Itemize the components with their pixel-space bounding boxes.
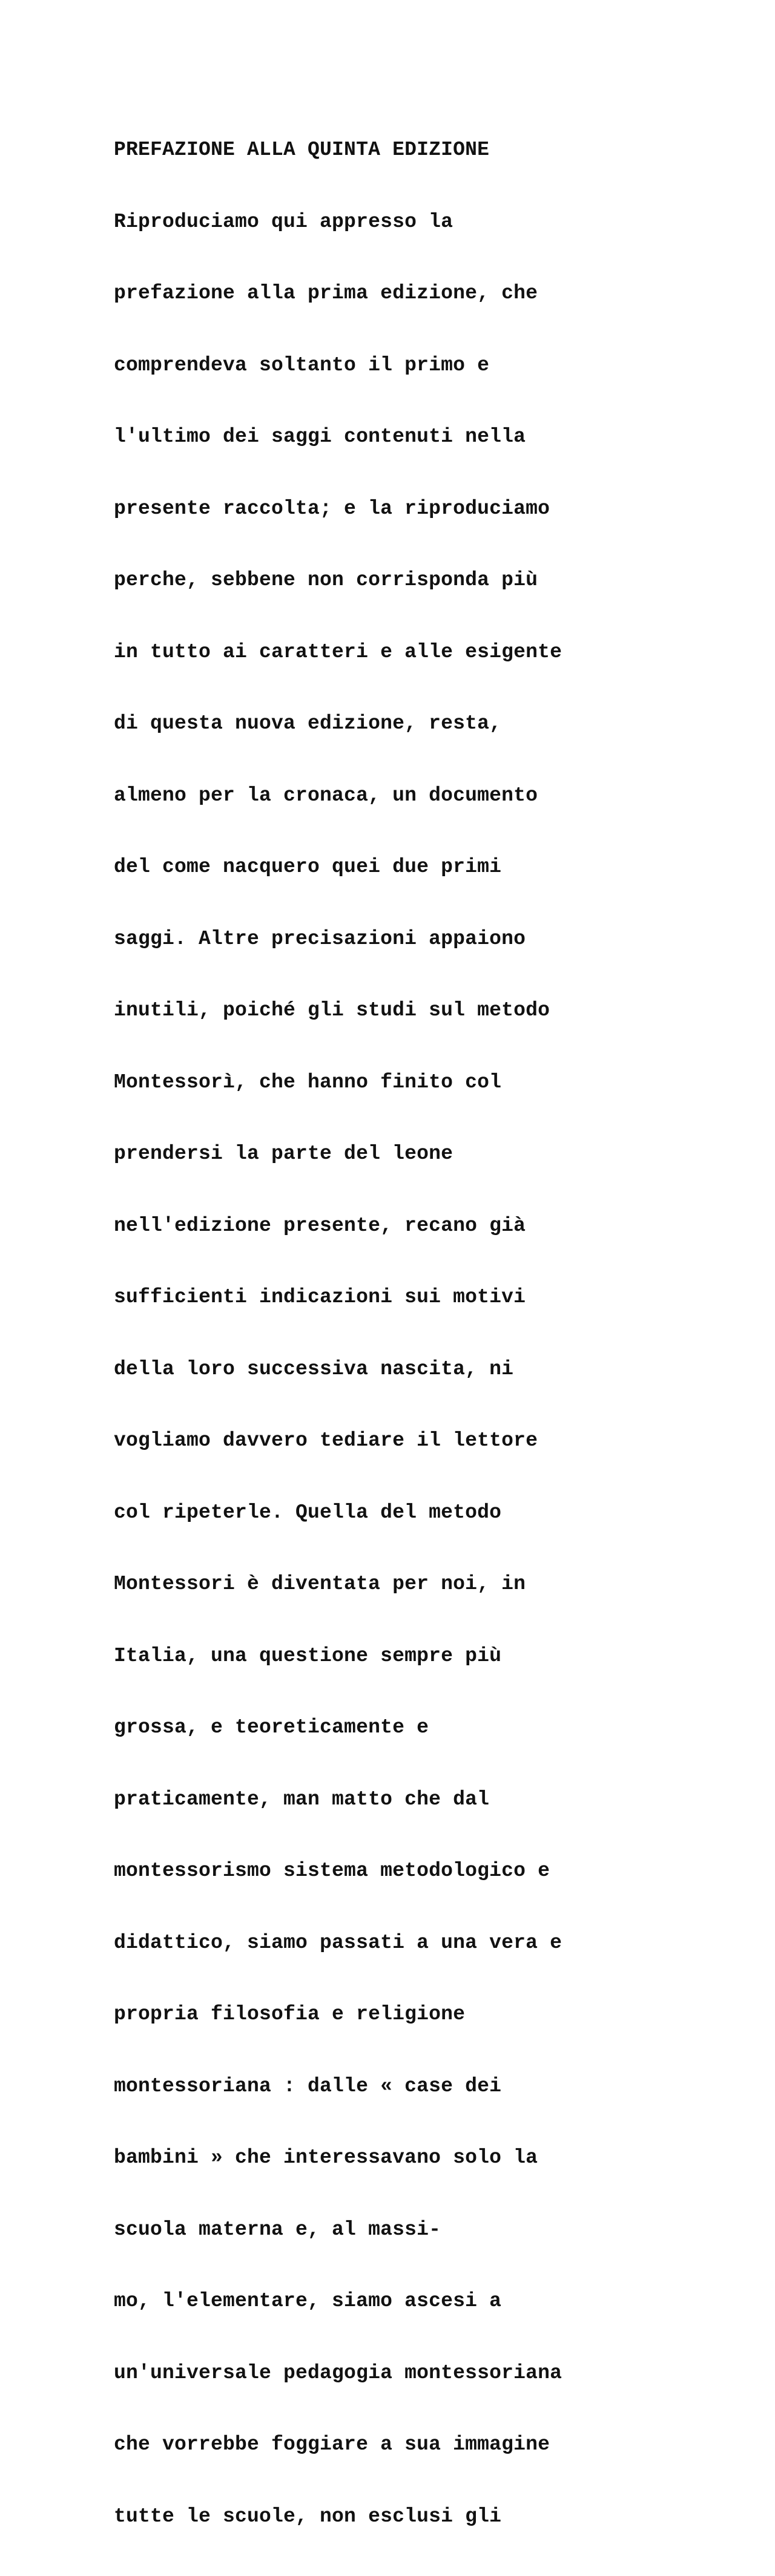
- text-line: nell'edizione presente, recano già: [114, 1214, 526, 1237]
- text-line: Montessorì, che hanno finito col: [114, 1070, 502, 1093]
- text-line: in tutto ai caratteri e alle esigente: [114, 640, 562, 663]
- text-line: scuola materna e, al massi-: [114, 2218, 441, 2241]
- text-line: almeno per la cronaca, un documento: [114, 784, 538, 807]
- text-line: che vorrebbe foggiare a sua immagine: [114, 2433, 550, 2456]
- text-line: della loro successiva nascita, ni: [114, 1357, 514, 1380]
- text-line: montessoriana : dalle « case dei: [114, 2074, 502, 2097]
- text-line: prendersi la parte del leone: [114, 1142, 453, 1165]
- text-line: mo, l'elementare, siamo ascesi a: [114, 2290, 502, 2312]
- text-line: grossa, e teoreticamente e: [114, 1716, 429, 1739]
- document-heading: PREFAZIONE ALLA QUINTA EDIZIONE: [114, 139, 490, 161]
- text-line: presente raccolta; e la riproduciamo: [114, 497, 550, 520]
- text-line: Montessori è diventata per noi, in: [114, 1573, 526, 1595]
- text-line: didattico, siamo passati a una vera e: [114, 1931, 562, 1954]
- text-line: inutili, poiché gli studi sul metodo: [114, 999, 550, 1021]
- text-line: prefazione alla prima edizione, che: [114, 282, 538, 304]
- text-line: del come nacquero quei due primi: [114, 856, 502, 878]
- text-line: un'universale pedagogia montessoriana: [114, 2361, 562, 2384]
- text-line: perche, sebbene non corrisponda più: [114, 569, 538, 591]
- text-line: col ripeterle. Quella del metodo: [114, 1501, 502, 1524]
- text-line: comprendeva soltanto il primo e: [114, 353, 490, 376]
- text-line: Riproduciamo qui appresso la: [114, 210, 453, 233]
- text-line: praticamente, man matto che dal: [114, 1788, 490, 1811]
- text-line: sufficienti indicazioni sui motivi: [114, 1286, 526, 1308]
- text-line: Italia, una questione sempre più: [114, 1644, 502, 1667]
- text-line: di questa nuova edizione, resta,: [114, 712, 502, 735]
- text-line: propria filosofia e religione: [114, 2003, 466, 2025]
- text-line: saggi. Altre precisazioni appaiono: [114, 927, 526, 950]
- text-line: tutte le scuole, non esclusi gli: [114, 2505, 502, 2528]
- document-text: [114, 90, 719, 2576]
- text-line: bambini » che interessavano solo la: [114, 2146, 538, 2169]
- text-line: montessorismo sistema metodologico e: [114, 1860, 550, 1882]
- text-line: l'ultimo dei saggi contenuti nella: [114, 425, 526, 448]
- text-line: vogliamo davvero tediare il lettore: [114, 1429, 538, 1452]
